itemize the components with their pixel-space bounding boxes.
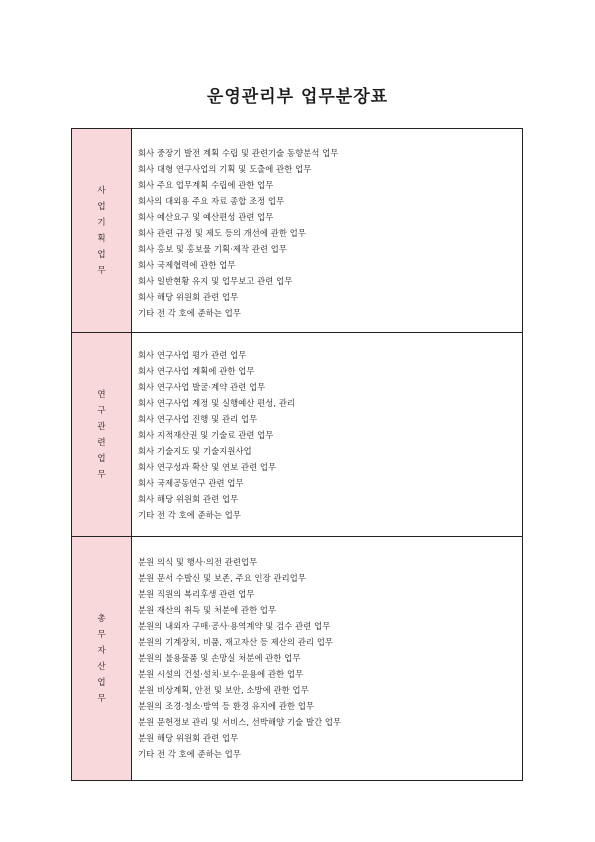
- task-list: [132, 537, 522, 780]
- section-header: [72, 129, 132, 332]
- task-item: 분원 비상계획, 안전 및 보안, 소방에 관한 업무: [138, 685, 309, 695]
- task-item: 분원의 조경·청소·방역 등 환경 유지에 관한 업무: [138, 701, 315, 711]
- task-item: 회사 예산요구 및 예산편성 관련 업무: [138, 212, 274, 222]
- task-item: 회사 해당 위원회 관련 업무: [138, 494, 239, 504]
- task-item: 분원의 불용물품 및 손망실 처분에 관한 업무: [138, 653, 301, 663]
- task-item: 회사 관련 규정 및 제도 등의 개선에 관한 업무: [138, 228, 306, 238]
- task-item: 기타 전 각 호에 준하는 업무: [138, 749, 241, 759]
- task-item: 회사 주요 업무계획 수립에 관한 업무: [138, 180, 274, 190]
- document-title: 운영관리부 업무분장표: [206, 87, 389, 107]
- task-item: 분원 해당 위원회 관련 업무: [138, 733, 239, 743]
- task-item: 회사 연구사업 계획에 관한 업무: [138, 366, 255, 376]
- task-item: 회사 해당 위원회 관련 업무: [138, 292, 239, 302]
- duty-table: [71, 128, 523, 781]
- section-general-affairs: [72, 537, 522, 780]
- section-business-planning: [72, 129, 522, 333]
- task-item: 회사 일반현황 유지 및 업무보고 관련 업무: [138, 276, 293, 286]
- section-label: 연구관련업무: [97, 389, 106, 480]
- task-list: [132, 129, 522, 332]
- section-header: [72, 537, 132, 780]
- task-item: 회사 연구성과 확산 및 연보 관련 업무: [138, 462, 277, 472]
- task-item: 회사 연구사업 평가 관련 업무: [138, 350, 247, 360]
- task-item: 회사 지적재산권 및 기술료 관련 업무: [138, 430, 274, 440]
- section-label: 사업기획업무: [97, 185, 106, 276]
- task-item: 분원 의식 및 행사·의전 관련업무: [138, 557, 258, 567]
- task-item: 분원의 기계장치, 비품, 재고자산 등 제산의 관리 업무: [138, 637, 334, 647]
- section-label: 총무자산업무: [97, 613, 106, 704]
- task-item: 회사 대형 연구사업의 기획 및 도출에 관한 업무: [138, 164, 312, 174]
- task-item: 기타 전 각 호에 준하는 업무: [138, 510, 241, 520]
- section-header: [72, 333, 132, 536]
- task-item: 분원 문서 수발신 및 보존, 주요 인장 관리업무: [138, 573, 306, 583]
- task-item: 분원 시설의 건설·설치·보수·운용에 관한 업무: [138, 669, 304, 679]
- task-item: 회사 기술지도 및 기술지원사업: [138, 446, 252, 456]
- task-item: 분원의 내외자 구매·공사·용역계약 및 검수 관련 업무: [138, 621, 331, 631]
- task-item: 회사 중장기 발전 계획 수립 및 관련기술 동향분석 업무: [138, 148, 339, 158]
- section-research: [72, 333, 522, 537]
- task-item: 분원 문헌정보 관리 및 서비스, 선박해양 기술 발간 업무: [138, 717, 342, 727]
- task-item: 기타 전 각 호에 준하는 업무: [138, 308, 241, 318]
- task-item: 회사 국제공동연구 관련 업무: [138, 478, 244, 488]
- task-item: 회사 국제협력에 관한 업무: [138, 260, 236, 270]
- task-item: 회사 홍보 및 홍보물 기획·제작 관련 업무: [138, 244, 287, 254]
- task-list: [132, 333, 522, 536]
- task-item: 회사 연구사업 진행 및 관리 업무: [138, 414, 258, 424]
- task-item: 회사의 대외용 주요 자료 종합 조정 업무: [138, 196, 285, 206]
- task-item: 분원 직원의 복리후생 관련 업무: [138, 589, 255, 599]
- task-item: 회사 연구사업 계정 및 실행예산 편성, 관리: [138, 398, 296, 408]
- task-item: 분원 재산의 취득 및 처분에 관한 업무: [138, 605, 277, 615]
- task-item: 회사 연구사업 발굴·계약 관련 업무: [138, 382, 266, 392]
